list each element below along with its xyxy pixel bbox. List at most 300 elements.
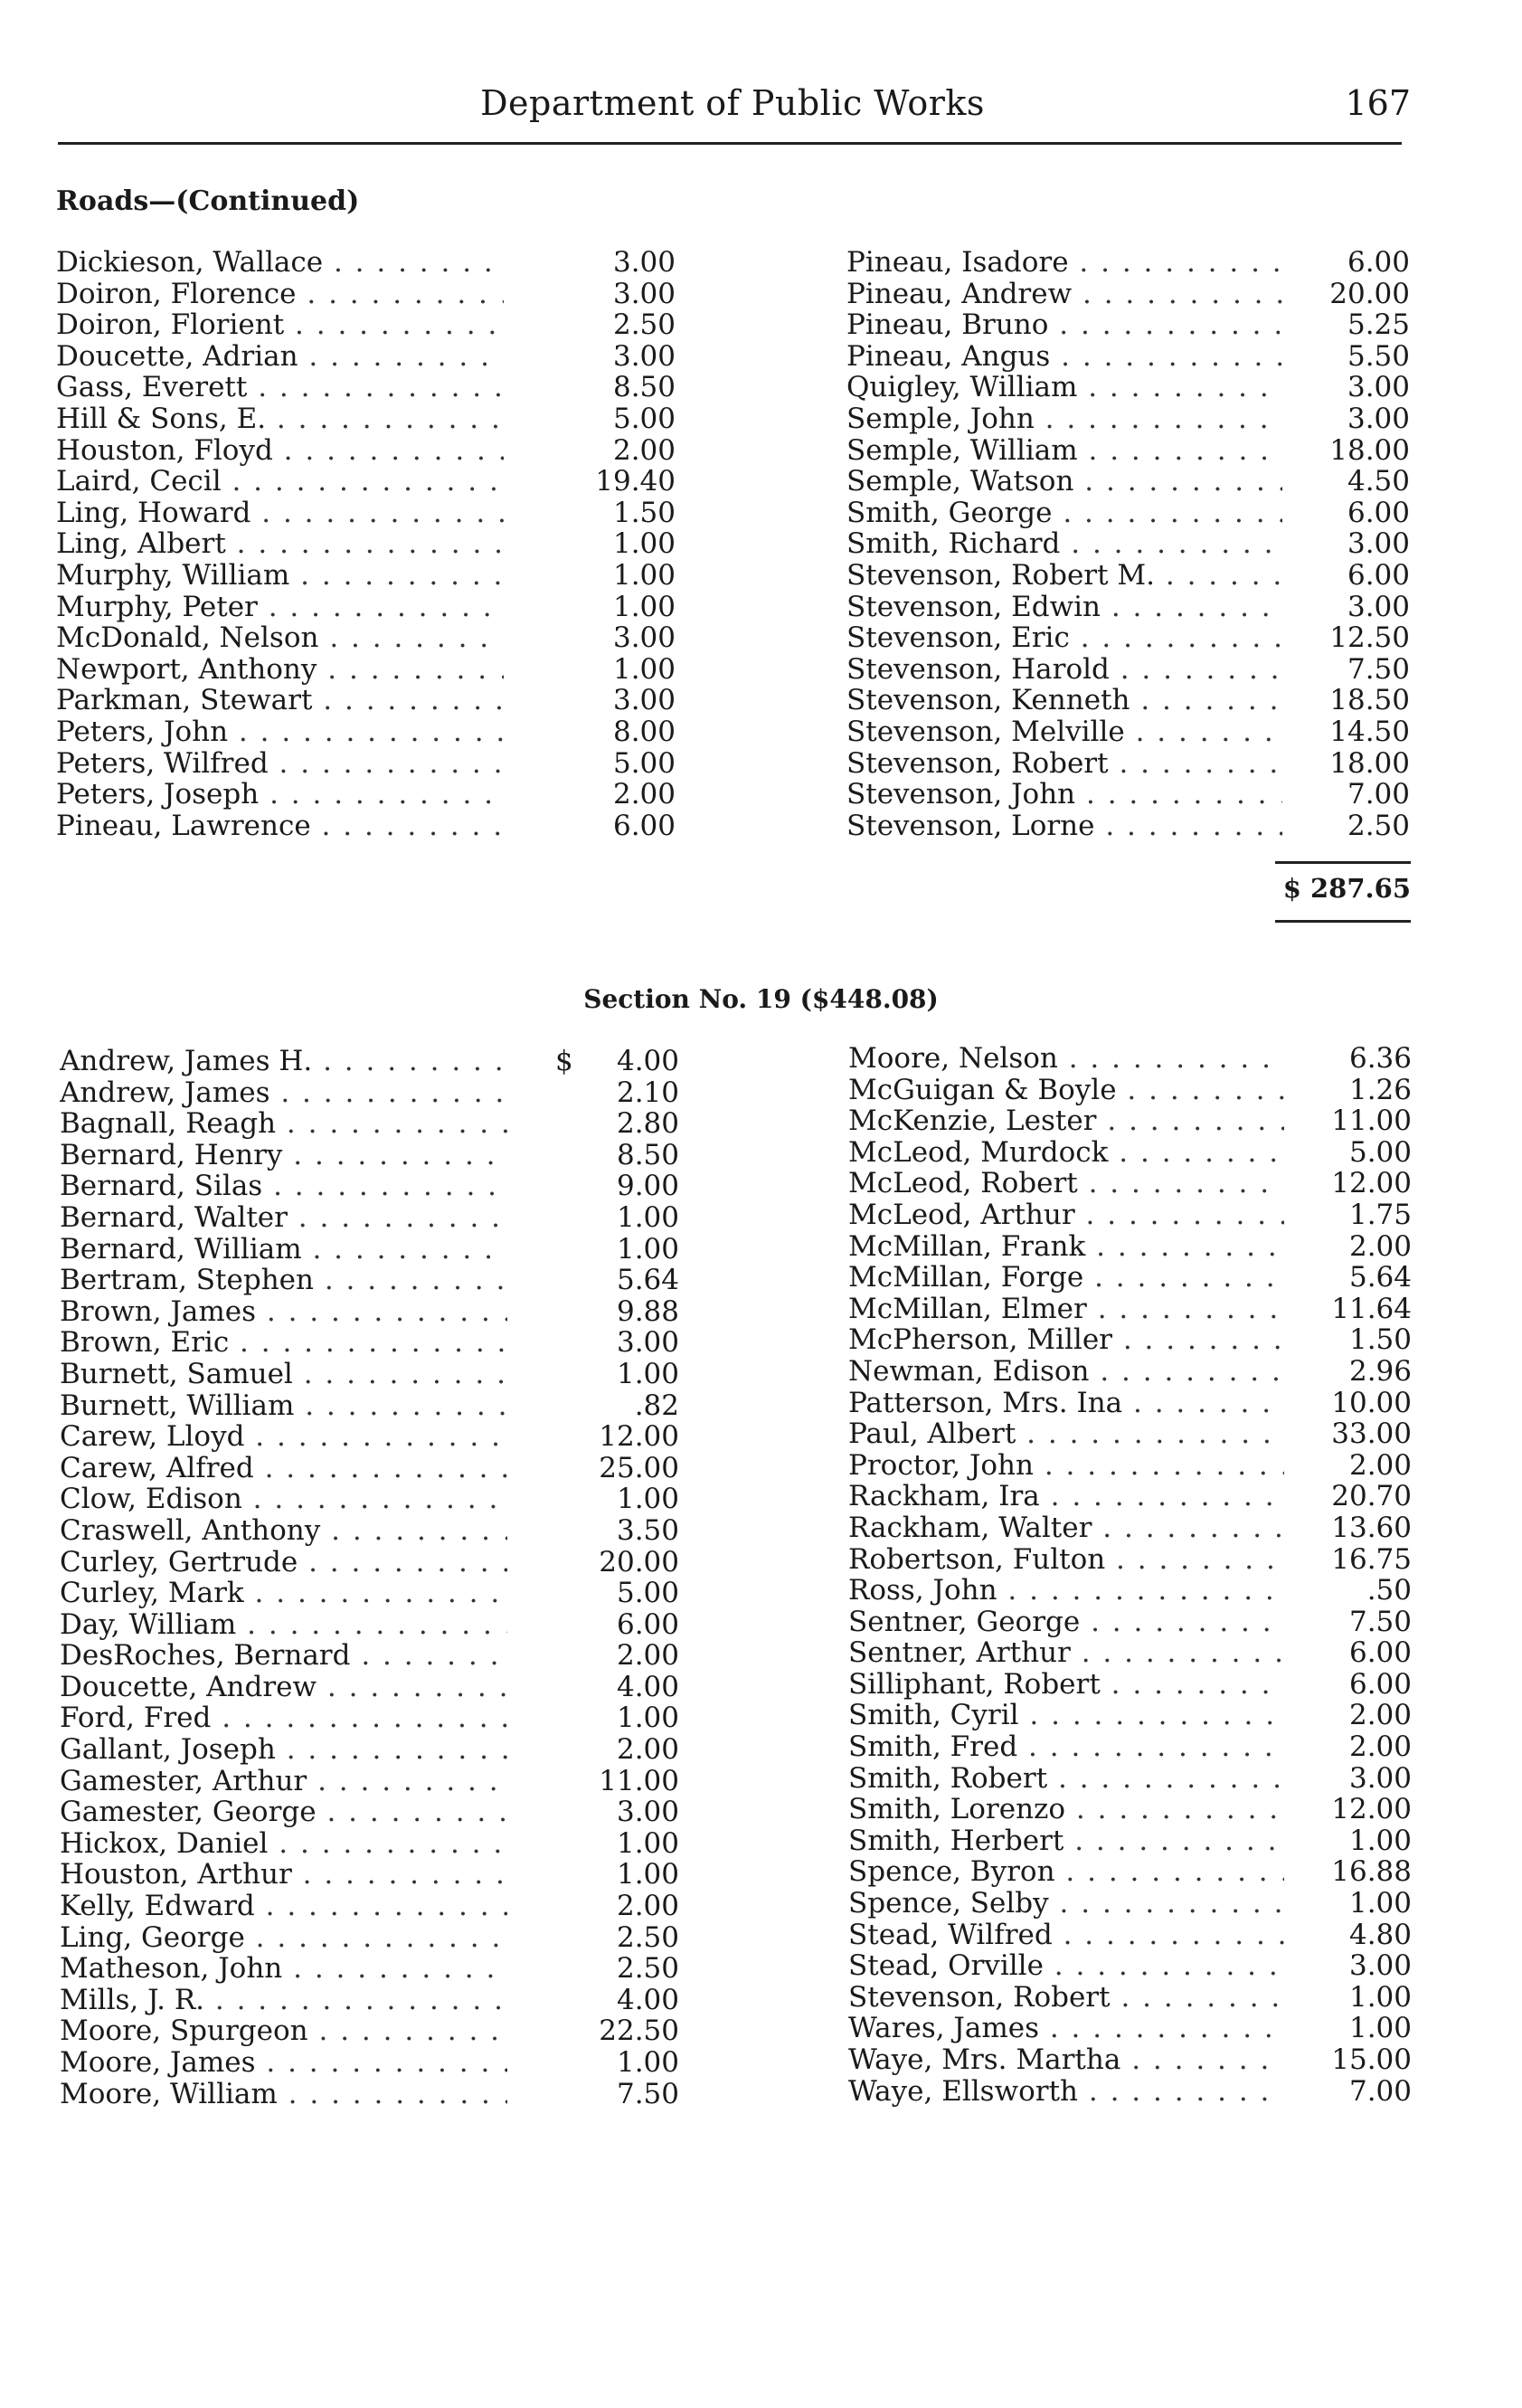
payment-amount: 1.50 (612, 496, 676, 529)
payee-name: Waye, Mrs. Martha . . . (848, 2044, 1284, 2076)
payee-name: Stevenson, Melville . . . (846, 716, 1282, 748)
payee-name: Patterson, Mrs. Ina . . . (848, 1388, 1284, 1419)
payee-name: Sentner, Arthur . . . (848, 1637, 1284, 1669)
payment-amount: 2.00 (612, 433, 676, 467)
payee-name: Pineau, Isadore . . . (846, 247, 1282, 279)
ledger-row (60, 1140, 693, 1171)
payment-amount: 6.36 (1348, 1042, 1412, 1075)
payment-amount: 3.50 (616, 1513, 679, 1547)
ledger-row (56, 592, 689, 623)
ledger-row (60, 1891, 693, 1922)
payment-amount: 22.50 (599, 2015, 679, 2048)
ledger-row (846, 528, 1412, 560)
payment-amount: 1.00 (1348, 1887, 1412, 1920)
payee-name: Peters, Joseph . . . (56, 779, 504, 811)
payment-amount: 6.00 (1348, 1636, 1412, 1670)
ledger-row (56, 748, 689, 780)
ledger-row (60, 1171, 693, 1202)
payee-name: Ross, John . . . (848, 1575, 1284, 1607)
payment-amount: 11.64 (1331, 1292, 1412, 1325)
payee-name: Houston, Arthur . . . (60, 1859, 507, 1891)
payment-amount: 5.00 (612, 402, 676, 435)
payee-name: Carew, Alfred . . . (60, 1453, 507, 1484)
payment-amount: 18.50 (1329, 684, 1410, 717)
ledger-row (848, 2013, 1413, 2044)
section-19-left-column (60, 1046, 693, 2109)
payment-amount: 18.00 (1329, 746, 1410, 780)
ledger-row (848, 1105, 1413, 1137)
payment-amount: 2.00 (1348, 1448, 1412, 1482)
payment-amount: 2.50 (616, 1952, 679, 1986)
payee-name: Curley, Mark . . . (60, 1578, 507, 1609)
payment-amount: 13.60 (1331, 1511, 1412, 1544)
ledger-row (60, 2079, 693, 2110)
ledger-row (60, 1234, 693, 1266)
ledger-row (846, 435, 1412, 467)
ledger-row (56, 341, 689, 373)
payee-name: Stevenson, Robert M. . . . (846, 560, 1282, 592)
payee-name: Matheson, John . . . (60, 1953, 507, 1985)
payment-amount: 1.00 (1348, 2012, 1412, 2045)
payee-name: Moore, William . . . (60, 2079, 507, 2110)
payee-name: Newport, Anthony . . . (56, 654, 504, 686)
ledger-row (60, 1327, 693, 1359)
payee-name: Pineau, Andrew . . . (846, 279, 1282, 310)
payment-amount: 33.00 (1331, 1417, 1412, 1451)
ledger-row (846, 622, 1412, 654)
section-19-heading: Section No. 19 ($448.08) (583, 984, 939, 1014)
payee-name: Pineau, Bruno . . . (846, 309, 1282, 341)
ledger-row (846, 247, 1412, 279)
payment-amount: 5.00 (1348, 1135, 1412, 1169)
payment-amount: 20.00 (599, 1545, 679, 1578)
payment-amount: 2.00 (1348, 1229, 1412, 1263)
payee-name: Robertson, Fulton . . . (848, 1544, 1284, 1576)
payee-name: Proctor, John . . . (848, 1450, 1284, 1482)
ledger-row (846, 654, 1412, 686)
ledger-row (60, 1734, 693, 1766)
payee-name: Stevenson, Edwin . . . (846, 592, 1282, 623)
ledger-row (848, 1888, 1413, 1920)
payee-name: Spence, Byron . . . (848, 1856, 1284, 1888)
ledger-row (848, 1982, 1413, 2014)
payment-amount: 6.00 (1347, 246, 1410, 279)
ledger-row (848, 1950, 1413, 1982)
payee-name: Murphy, Peter . . . (56, 592, 504, 623)
payment-amount: 2.50 (616, 1920, 679, 1954)
payee-name: Burnett, William . . . (60, 1390, 507, 1422)
ledger-row (60, 1985, 693, 2016)
payee-name: Gamester, George . . . (60, 1797, 507, 1828)
payment-amount: 18.00 (1329, 433, 1410, 467)
payee-name: Smith, Fred . . . (848, 1731, 1284, 1763)
ledger-row (60, 2047, 693, 2079)
payment-amount: 1.26 (1348, 1073, 1412, 1106)
payee-name: Silliphant, Robert . . . (848, 1669, 1284, 1701)
payee-name: Peters, John . . . (56, 716, 504, 748)
roads-total: $ 287.65 (1282, 873, 1411, 904)
ledger-row (60, 1640, 693, 1672)
payee-name: Semple, Watson . . . (846, 466, 1282, 498)
payee-name: Bernard, William . . . (60, 1234, 507, 1266)
ledger-row (846, 403, 1412, 435)
ledger-row (848, 1731, 1413, 1763)
payee-name: Day, William . . . (60, 1609, 507, 1641)
payment-amount: 4.80 (1348, 1918, 1412, 1951)
ledger-row (846, 716, 1412, 748)
payment-amount: 5.00 (612, 746, 676, 780)
payment-amount: 12.50 (1329, 621, 1410, 655)
payee-name: Smith, Cyril . . . (848, 1700, 1284, 1731)
payee-name: Mills, J. R. . . . (60, 1985, 507, 2016)
ledger-row (56, 466, 689, 498)
header-rule (58, 142, 1402, 145)
payee-name: Murphy, William . . . (56, 560, 504, 592)
roads-left-column (56, 247, 689, 841)
payment-amount: 1.00 (616, 1200, 679, 1234)
payment-amount: 10.00 (1331, 1386, 1412, 1419)
page-number: 167 (1345, 83, 1411, 123)
payment-amount: 1.00 (612, 652, 676, 686)
payment-amount: 5.64 (616, 1264, 679, 1297)
payment-amount: 6.00 (1348, 1667, 1412, 1701)
payment-amount: 3.00 (612, 339, 676, 373)
payment-amount: 2.50 (1347, 809, 1410, 842)
payment-amount: 3.00 (1348, 1949, 1412, 1983)
payee-name: Craswell, Anthony . . . (60, 1515, 507, 1547)
payment-amount: 7.50 (1347, 652, 1410, 686)
ledger-row (56, 528, 689, 560)
payment-amount: 3.00 (1347, 371, 1410, 404)
ledger-row (60, 1077, 693, 1109)
ledger-row (848, 1043, 1413, 1075)
payee-name: Smith, George . . . (846, 498, 1282, 529)
payment-amount: 6.00 (612, 809, 676, 842)
payment-amount: 1.50 (1348, 1323, 1412, 1357)
payee-name: Gallant, Joseph . . . (60, 1734, 507, 1766)
payee-name: Smith, Robert . . . (848, 1763, 1284, 1795)
roads-heading: Roads—(Continued) (56, 185, 360, 217)
payee-name: McLeod, Robert . . . (848, 1168, 1284, 1199)
payee-name: Rackham, Ira . . . (848, 1481, 1284, 1512)
payment-amount: 3.00 (612, 277, 676, 310)
ledger-row (846, 498, 1412, 529)
ledger-row (846, 279, 1412, 310)
roads-right-column (846, 247, 1412, 841)
payee-name: Stevenson, Robert . . . (846, 748, 1282, 780)
payee-name: Bertram, Stephen . . . (60, 1265, 507, 1296)
section-19-right-column (848, 1043, 1413, 2107)
payee-name: Doucette, Adrian . . . (56, 341, 504, 373)
ledger-row (56, 654, 689, 686)
ledger-row (848, 1481, 1413, 1512)
payment-amount: 4.00 (616, 1045, 679, 1077)
ledger-row (846, 560, 1412, 592)
ledger-row (56, 685, 689, 716)
ledger-row (60, 1828, 693, 1860)
payment-amount: 4.50 (1347, 465, 1410, 498)
ledger-row (60, 1265, 693, 1296)
ledger-row (60, 1578, 693, 1609)
payee-name: McPherson, Miller . . . (848, 1324, 1284, 1356)
payment-amount: .82 (634, 1389, 679, 1422)
ledger-row (848, 1607, 1413, 1638)
payee-name: Newman, Edison . . . (848, 1356, 1284, 1388)
payee-name: Paul, Albert . . . (848, 1418, 1284, 1450)
ledger-row (848, 1856, 1413, 1888)
payee-name: Smith, Herbert . . . (848, 1825, 1284, 1857)
ledger-row (848, 1418, 1413, 1450)
ledger-row (848, 1168, 1413, 1199)
payee-name: Houston, Floyd . . . (56, 435, 504, 467)
ledger-row (60, 1766, 693, 1797)
ledger-row (60, 1797, 693, 1828)
payee-name: Stevenson, Lorne . . . (846, 811, 1282, 842)
payee-name: Spence, Selby . . . (848, 1888, 1284, 1920)
ledger-row (848, 1294, 1413, 1325)
ledger-row (846, 466, 1412, 498)
payee-name: McMillan, Frank . . . (848, 1231, 1284, 1263)
payment-amount: 1.00 (616, 2046, 679, 2079)
payee-name: Hickox, Daniel . . . (60, 1828, 507, 1860)
payment-amount: 1.00 (616, 1826, 679, 1860)
ledger-row (846, 811, 1412, 842)
ledger-row (56, 403, 689, 435)
payee-name: Brown, James . . . (60, 1296, 507, 1328)
payee-name: Sentner, George . . . (848, 1607, 1284, 1638)
payee-name: Carew, Lloyd . . . (60, 1421, 507, 1453)
ledger-row (848, 1637, 1413, 1669)
payee-name: Moore, Nelson . . . (848, 1043, 1284, 1075)
payment-amount: 6.00 (1347, 496, 1410, 529)
total-rule (1275, 861, 1411, 864)
ledger-row (60, 1296, 693, 1328)
payee-name: McDonald, Nelson . . . (56, 622, 504, 654)
payment-amount: 1.00 (1348, 1980, 1412, 2014)
payment-amount: 14.50 (1329, 715, 1410, 748)
ledger-row (848, 1075, 1413, 1106)
payment-amount: 3.00 (612, 246, 676, 279)
payment-amount: 7.50 (1348, 1605, 1412, 1638)
ledger-row (60, 1547, 693, 1578)
payment-amount: 4.00 (616, 1983, 679, 2016)
payment-amount: 7.00 (1348, 2074, 1412, 2108)
ledger-row (848, 1231, 1413, 1263)
payment-amount: 5.50 (1347, 339, 1410, 373)
payment-amount: 7.50 (616, 2077, 679, 2110)
ledger-row (848, 1575, 1413, 1607)
payment-amount: 3.00 (612, 684, 676, 717)
payment-amount: 12.00 (1331, 1167, 1412, 1200)
ledger-row (846, 748, 1412, 780)
payee-name: Andrew, James . . . (60, 1077, 507, 1109)
ledger-row (60, 1202, 693, 1234)
ledger-row (848, 1324, 1413, 1356)
payee-name: Bernard, Henry . . . (60, 1140, 507, 1171)
ledger-row (56, 498, 689, 529)
payee-name: Brown, Eric . . . (60, 1327, 507, 1359)
dollar-sign: $ (555, 1045, 573, 1077)
ledger-row (848, 1700, 1413, 1731)
payment-amount: 9.00 (616, 1170, 679, 1203)
ledger-row (56, 811, 689, 842)
payee-name: Stead, Wilfred . . . (848, 1920, 1284, 1951)
ledger-row (848, 1920, 1413, 1951)
payment-amount: 1.75 (1348, 1198, 1412, 1231)
payee-name: Quigley, William . . . (846, 372, 1282, 403)
payment-amount: 1.00 (616, 1858, 679, 1891)
payment-amount: 4.00 (616, 1670, 679, 1703)
payment-amount: 19.40 (595, 465, 676, 498)
payment-amount: 1.00 (616, 1702, 679, 1735)
payment-amount: 25.00 (599, 1451, 679, 1484)
ledger-row (846, 372, 1412, 403)
payment-amount: 1.00 (616, 1357, 679, 1390)
ledger-row (848, 1825, 1413, 1857)
payee-name: Stevenson, Eric . . . (846, 622, 1282, 654)
ledger-row (846, 309, 1412, 341)
ledger-row (56, 309, 689, 341)
ledger-row (848, 1794, 1413, 1825)
ledger-row (56, 435, 689, 467)
payee-name: Doiron, Florient . . . (56, 309, 504, 341)
payment-amount: 2.00 (616, 1733, 679, 1767)
payee-name: Bernard, Silas . . . (60, 1171, 507, 1202)
payee-name: Andrew, James H. . . . (60, 1046, 507, 1077)
ledger-row (848, 1512, 1413, 1544)
ledger-row (56, 622, 689, 654)
ledger-row (60, 1390, 693, 1422)
payment-amount: 3.00 (1348, 1761, 1412, 1795)
ledger-row (60, 1484, 693, 1515)
payment-amount: 3.00 (616, 1796, 679, 1829)
payee-name: Wares, James . . . (848, 2013, 1284, 2044)
ledger-row (60, 1922, 693, 1954)
ledger-row (848, 2076, 1413, 2108)
ledger-row (60, 2015, 693, 2047)
ledger-row (848, 1450, 1413, 1482)
payment-amount: 1.00 (612, 527, 676, 561)
payee-name: Pineau, Angus . . . (846, 341, 1282, 373)
payee-name: Bagnall, Reagh . . . (60, 1108, 507, 1140)
payment-amount: 2.50 (612, 308, 676, 342)
payee-name: Hill & Sons, E. . . . (56, 403, 504, 435)
ledger-row (848, 1544, 1413, 1576)
ledger-row (848, 1669, 1413, 1701)
ledger-row (848, 1388, 1413, 1419)
payment-amount: 2.00 (616, 1639, 679, 1673)
payee-name: Stead, Orville . . . (848, 1950, 1284, 1982)
payee-name: Gamester, Arthur . . . (60, 1766, 507, 1797)
payment-amount: 1.00 (612, 590, 676, 623)
payee-name: McMillan, Elmer . . . (848, 1294, 1284, 1325)
payee-name: Semple, John . . . (846, 403, 1282, 435)
payment-amount: 1.00 (616, 1483, 679, 1516)
ledger-row (60, 1359, 693, 1390)
ledger-row (848, 2044, 1413, 2076)
payee-name: Moore, James . . . (60, 2047, 507, 2079)
payee-name: McGuigan & Boyle . . . (848, 1075, 1284, 1106)
payee-name: Stevenson, John . . . (846, 779, 1282, 811)
payment-amount: 2.10 (616, 1076, 679, 1109)
payee-name: DesRoches, Bernard . . . (60, 1640, 507, 1672)
payee-name: Doucette, Andrew . . . (60, 1672, 507, 1703)
payee-name: Smith, Lorenzo . . . (848, 1794, 1284, 1825)
payee-name: Stevenson, Robert . . . (848, 1982, 1284, 2014)
payee-name: Clow, Edison . . . (60, 1484, 507, 1515)
ledger-row (846, 779, 1412, 811)
ledger-row (60, 1609, 693, 1641)
payee-name: Parkman, Stewart . . . (56, 685, 504, 716)
payee-name: Moore, Spurgeon . . . (60, 2015, 507, 2047)
ledger-row (60, 1953, 693, 1985)
payment-amount: 16.75 (1331, 1542, 1412, 1576)
ledger-row (60, 1859, 693, 1891)
payment-amount: 8.00 (612, 715, 676, 748)
payee-name: Curley, Gertrude . . . (60, 1547, 507, 1578)
ledger-row (60, 1453, 693, 1484)
payee-name: Doiron, Florence . . . (56, 279, 504, 310)
payee-name: Kelly, Edward . . . (60, 1891, 507, 1922)
payee-name: Smith, Richard . . . (846, 528, 1282, 560)
payment-amount: 2.00 (1348, 1699, 1412, 1732)
ledger-row (56, 372, 689, 403)
payee-name: Semple, William . . . (846, 435, 1282, 467)
ledger-row (848, 1763, 1413, 1795)
ledger-row (56, 560, 689, 592)
payment-amount: 20.00 (1329, 277, 1410, 310)
ledger-row (56, 247, 689, 279)
payment-amount: 7.00 (1347, 778, 1410, 811)
ledger-row (846, 341, 1412, 373)
payment-amount: 3.00 (616, 1326, 679, 1360)
payment-amount: 3.00 (612, 621, 676, 655)
payee-name: Dickieson, Wallace . . . (56, 247, 504, 279)
ledger-row (56, 279, 689, 310)
running-header (54, 83, 1411, 132)
payee-name: Ling, Albert . . . (56, 528, 504, 560)
payment-amount: 20.70 (1331, 1480, 1412, 1513)
payment-amount: 8.50 (612, 371, 676, 404)
payment-amount: 6.00 (616, 1607, 679, 1641)
ledger-row (60, 1672, 693, 1703)
ledger-row (60, 1421, 693, 1453)
payment-amount: 12.00 (1331, 1793, 1412, 1826)
payment-amount: 5.00 (616, 1577, 679, 1610)
ledger-row (60, 1108, 693, 1140)
payment-amount: 8.50 (616, 1138, 679, 1171)
ledger-row (60, 1515, 693, 1547)
payment-amount: 1.00 (1348, 1824, 1412, 1857)
payee-name: McLeod, Murdock . . . (848, 1137, 1284, 1169)
payment-amount: 2.00 (612, 778, 676, 811)
ledger-row (846, 685, 1412, 716)
ledger-row (848, 1356, 1413, 1388)
payee-name: McMillan, Forge . . . (848, 1262, 1284, 1294)
payment-amount: 3.00 (1347, 590, 1410, 623)
ledger-row (56, 716, 689, 748)
ledger-row (846, 592, 1412, 623)
payee-name: Stevenson, Harold . . . (846, 654, 1282, 686)
payee-name: Burnett, Samuel . . . (60, 1359, 507, 1390)
payee-name: Stevenson, Kenneth . . . (846, 685, 1282, 716)
ledger-row (56, 779, 689, 811)
payee-name: Pineau, Lawrence . . . (56, 811, 504, 842)
payment-amount: .50 (1366, 1574, 1412, 1607)
payment-amount: 2.00 (616, 1890, 679, 1923)
payee-name: McLeod, Arthur . . . (848, 1199, 1284, 1231)
payee-name: Ling, Howard . . . (56, 498, 504, 529)
